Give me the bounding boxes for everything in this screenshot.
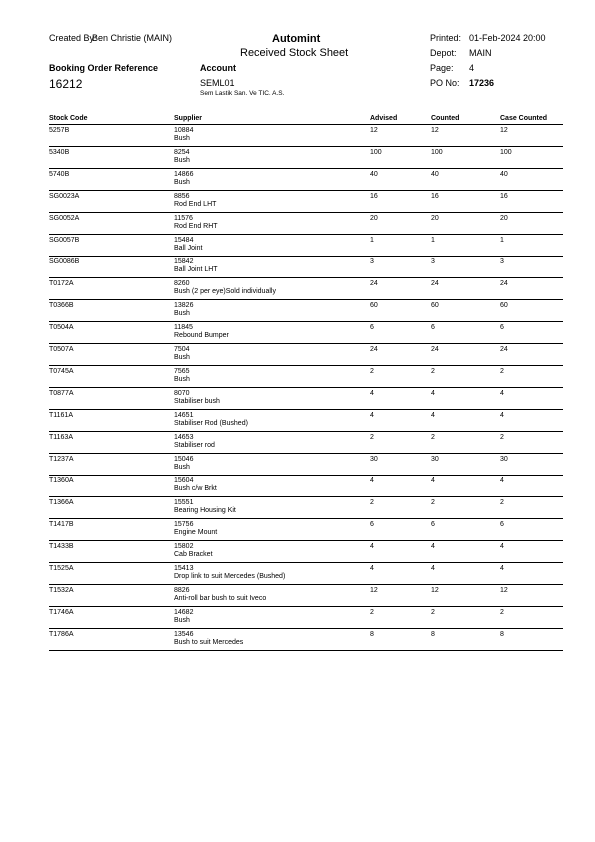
case-counted-cell: 8 <box>500 630 504 638</box>
supplier-code-cell: 13546 <box>174 630 194 638</box>
stock-code-cell: SG0086B <box>49 258 80 266</box>
row-divider <box>49 475 563 476</box>
booking-order-value: 16212 <box>49 77 83 91</box>
advised-cell: 12 <box>370 586 378 594</box>
case-counted-cell: 1 <box>500 236 504 244</box>
stock-code-cell: 5257B <box>49 127 70 134</box>
advised-cell: 12 <box>370 127 378 134</box>
stock-code-cell: T1525A <box>49 565 74 572</box>
case-counted-cell: 100 <box>500 148 512 156</box>
row-divider <box>49 496 563 497</box>
supplier-code-cell: 10884 <box>174 127 194 134</box>
supplier-code-cell: 15756 <box>174 521 194 529</box>
case-counted-cell: 20 <box>500 214 508 222</box>
description-cell: Rod End LHT <box>174 200 217 208</box>
advised-cell: 6 <box>370 324 374 332</box>
description-cell: Bush <box>174 156 190 164</box>
description-cell: Bush <box>174 178 190 186</box>
row-divider <box>49 518 563 519</box>
po-number: 17236 <box>469 78 495 88</box>
description-cell: Bearing Housing Kit <box>174 507 236 515</box>
case-counted-cell: 12 <box>500 586 508 594</box>
row-divider <box>49 277 563 278</box>
case-counted-cell: 4 <box>500 411 504 419</box>
row-divider <box>49 650 563 651</box>
description-cell: Bush <box>174 310 190 318</box>
counted-cell: 2 <box>431 499 435 507</box>
description-cell: Stabiliser bush <box>174 397 220 405</box>
depot-value: MAIN <box>469 48 492 58</box>
col-stock-code: Stock Code <box>49 115 88 122</box>
case-counted-cell: 2 <box>500 367 504 375</box>
advised-cell: 8 <box>370 630 374 638</box>
stock-code-cell: SG0052A <box>49 214 80 222</box>
supplier-code-cell: 15802 <box>174 543 194 551</box>
description-cell: Stabiliser Rod (Bushed) <box>174 419 248 427</box>
stock-code-cell: T1360A <box>49 477 74 485</box>
case-counted-cell: 4 <box>500 477 504 485</box>
advised-cell: 4 <box>370 565 374 572</box>
supplier-code-cell: 11845 <box>174 324 193 332</box>
company-name: Automint <box>272 33 321 45</box>
case-counted-cell: 4 <box>500 389 504 397</box>
advised-cell: 6 <box>370 521 374 529</box>
advised-cell: 4 <box>370 543 374 551</box>
account-name: Sem Lastik San. Ve TIC. A.S. <box>200 90 285 97</box>
advised-cell: 30 <box>370 455 378 463</box>
description-cell: Ball Joint LHT <box>174 266 218 274</box>
row-divider <box>49 584 563 585</box>
row-divider <box>49 628 563 629</box>
counted-cell: 12 <box>431 127 439 134</box>
advised-cell: 16 <box>370 192 378 200</box>
supplier-code-cell: 11576 <box>174 214 193 222</box>
description-cell: Bush <box>174 616 190 624</box>
counted-cell: 4 <box>431 543 435 551</box>
page-label: Page: <box>430 63 454 73</box>
supplier-code-cell: 14653 <box>174 433 194 441</box>
supplier-code-cell: 14682 <box>174 608 194 616</box>
advised-cell: 100 <box>370 148 382 156</box>
row-divider <box>49 168 563 169</box>
supplier-code-cell: 13826 <box>174 302 194 310</box>
header-rule <box>49 124 563 125</box>
case-counted-cell: 4 <box>500 565 504 572</box>
supplier-code-cell: 8260 <box>174 280 190 288</box>
row-divider <box>49 190 563 191</box>
case-counted-cell: 6 <box>500 324 504 332</box>
advised-cell: 2 <box>370 433 374 441</box>
counted-cell: 2 <box>431 608 435 616</box>
supplier-code-cell: 8856 <box>174 192 190 200</box>
col-advised: Advised <box>370 115 398 122</box>
advised-cell: 2 <box>370 499 374 507</box>
stock-code-cell: SG0023A <box>49 192 80 200</box>
case-counted-cell: 24 <box>500 280 508 288</box>
stock-code-cell: 5740B <box>49 170 70 178</box>
description-cell: Bush <box>174 463 190 471</box>
case-counted-cell: 60 <box>500 302 508 310</box>
case-counted-cell: 12 <box>500 127 508 134</box>
row-divider <box>49 453 563 454</box>
row-divider <box>49 343 563 344</box>
counted-cell: 100 <box>431 148 443 156</box>
case-counted-cell: 40 <box>500 170 508 178</box>
counted-cell: 4 <box>431 565 435 572</box>
stock-code-cell: T0366B <box>49 302 74 310</box>
supplier-code-cell: 8826 <box>174 586 190 594</box>
counted-cell: 30 <box>431 455 439 463</box>
col-counted: Counted <box>431 115 460 122</box>
stock-code-cell: T1366A <box>49 499 74 507</box>
supplier-code-cell: 15046 <box>174 455 194 463</box>
depot-label: Depot: <box>430 48 457 58</box>
col-case-counted: Case Counted <box>500 115 548 122</box>
row-divider <box>49 540 563 541</box>
supplier-code-cell: 15842 <box>174 258 194 266</box>
stock-code-cell: T0745A <box>49 367 74 375</box>
counted-cell: 1 <box>431 236 435 244</box>
advised-cell: 4 <box>370 411 374 419</box>
counted-cell: 4 <box>431 389 435 397</box>
stock-code-cell: T1786A <box>49 630 74 638</box>
case-counted-cell: 24 <box>500 346 508 353</box>
description-cell: Ball Joint <box>174 244 203 252</box>
counted-cell: 6 <box>431 521 435 529</box>
counted-cell: 40 <box>431 170 439 178</box>
stock-code-cell: T1532A <box>49 586 74 594</box>
advised-cell: 24 <box>370 346 378 353</box>
advised-cell: 60 <box>370 302 378 310</box>
description-cell: Rebound Bumper <box>174 332 229 340</box>
description-cell: Drop link to suit Mercedes (Bushed) <box>174 573 286 580</box>
po-label: PO No: <box>430 78 460 88</box>
description-cell: Stabiliser rod <box>174 441 215 449</box>
created-by-value: Ben Christie (MAIN) <box>92 33 173 43</box>
advised-cell: 20 <box>370 214 378 222</box>
counted-cell: 60 <box>431 302 439 310</box>
counted-cell: 24 <box>431 280 439 288</box>
description-cell: Bush (2 per eye)Sold individually <box>174 288 276 296</box>
stock-code-cell: T1433B <box>49 543 74 551</box>
case-counted-cell: 16 <box>500 192 508 200</box>
advised-cell: 4 <box>370 477 374 485</box>
row-divider <box>49 299 563 300</box>
stock-code-cell: T1163A <box>49 433 73 441</box>
description-cell: Bush c/w Brkt <box>174 485 217 493</box>
counted-cell: 2 <box>431 367 435 375</box>
printed-value: 01-Feb-2024 20:00 <box>469 33 546 43</box>
stock-code-cell: SG0057B <box>49 236 80 244</box>
advised-cell: 40 <box>370 170 378 178</box>
advised-cell: 24 <box>370 280 378 288</box>
col-supplier: Supplier <box>174 115 203 122</box>
supplier-code-cell: 15604 <box>174 477 194 485</box>
row-divider <box>49 212 563 213</box>
row-divider <box>49 321 563 322</box>
supplier-code-cell: 15551 <box>174 499 194 507</box>
booking-order-label: Booking Order Reference <box>49 63 159 73</box>
counted-cell: 3 <box>431 258 435 266</box>
counted-cell: 4 <box>431 477 435 485</box>
case-counted-cell: 2 <box>500 608 504 616</box>
advised-cell: 3 <box>370 258 374 266</box>
case-counted-cell: 30 <box>500 455 508 463</box>
row-divider <box>49 146 563 147</box>
row-divider <box>49 234 563 235</box>
description-cell: Rod End RHT <box>174 222 218 230</box>
counted-cell: 12 <box>431 586 439 594</box>
stock-code-cell: T1417B <box>49 521 74 529</box>
description-cell: Cab Bracket <box>174 551 213 559</box>
supplier-code-cell: 15484 <box>174 236 194 244</box>
row-divider <box>49 562 563 563</box>
account-label: Account <box>200 63 236 73</box>
supplier-code-cell: 7504 <box>174 346 190 353</box>
supplier-code-cell: 8070 <box>174 389 190 397</box>
description-cell: Bush to suit Mercedes <box>174 638 244 646</box>
advised-cell: 1 <box>370 236 374 244</box>
row-divider <box>49 606 563 607</box>
counted-cell: 8 <box>431 630 435 638</box>
printed-label: Printed: <box>430 33 462 43</box>
stock-code-cell: T0507A <box>49 346 74 353</box>
supplier-code-cell: 14866 <box>174 170 194 178</box>
sheet-title: Received Stock Sheet <box>240 47 349 59</box>
page-number: 4 <box>469 63 475 73</box>
stock-code-cell: T0877A <box>49 389 74 397</box>
advised-cell: 2 <box>370 367 374 375</box>
counted-cell: 6 <box>431 324 435 332</box>
counted-cell: 4 <box>431 411 435 419</box>
row-divider <box>49 431 563 432</box>
supplier-code-cell: 14651 <box>174 411 194 419</box>
description-cell: Bush <box>174 135 190 142</box>
row-divider <box>49 387 563 388</box>
counted-cell: 24 <box>431 346 439 353</box>
account-code: SEML01 <box>200 78 235 88</box>
counted-cell: 20 <box>431 214 439 222</box>
advised-cell: 2 <box>370 608 374 616</box>
created-by-label: Created By: <box>49 33 97 43</box>
supplier-code-cell: 15413 <box>174 565 194 572</box>
case-counted-cell: 4 <box>500 543 504 551</box>
row-divider <box>49 256 563 257</box>
description-cell: Engine Mount <box>174 529 218 537</box>
counted-cell: 2 <box>431 433 435 441</box>
stock-code-cell: T0504A <box>49 324 74 332</box>
case-counted-cell: 2 <box>500 499 504 507</box>
description-cell: Bush <box>174 354 190 361</box>
stock-code-cell: T1237A <box>49 455 74 463</box>
advised-cell: 4 <box>370 389 374 397</box>
row-divider <box>49 365 563 366</box>
supplier-code-cell: 8254 <box>174 148 190 156</box>
description-cell: Anti-roll bar bush to suit Iveco <box>174 594 267 602</box>
supplier-code-cell: 7565 <box>174 367 190 375</box>
case-counted-cell: 6 <box>500 521 504 529</box>
stock-code-cell: T1746A <box>49 608 74 616</box>
stock-code-cell: 5340B <box>49 148 70 156</box>
description-cell: Bush <box>174 375 190 383</box>
case-counted-cell: 3 <box>500 258 504 266</box>
row-divider <box>49 409 563 410</box>
counted-cell: 16 <box>431 192 439 200</box>
stock-code-cell: T1161A <box>49 411 73 419</box>
case-counted-cell: 2 <box>500 433 504 441</box>
stock-code-cell: T0172A <box>49 280 74 288</box>
